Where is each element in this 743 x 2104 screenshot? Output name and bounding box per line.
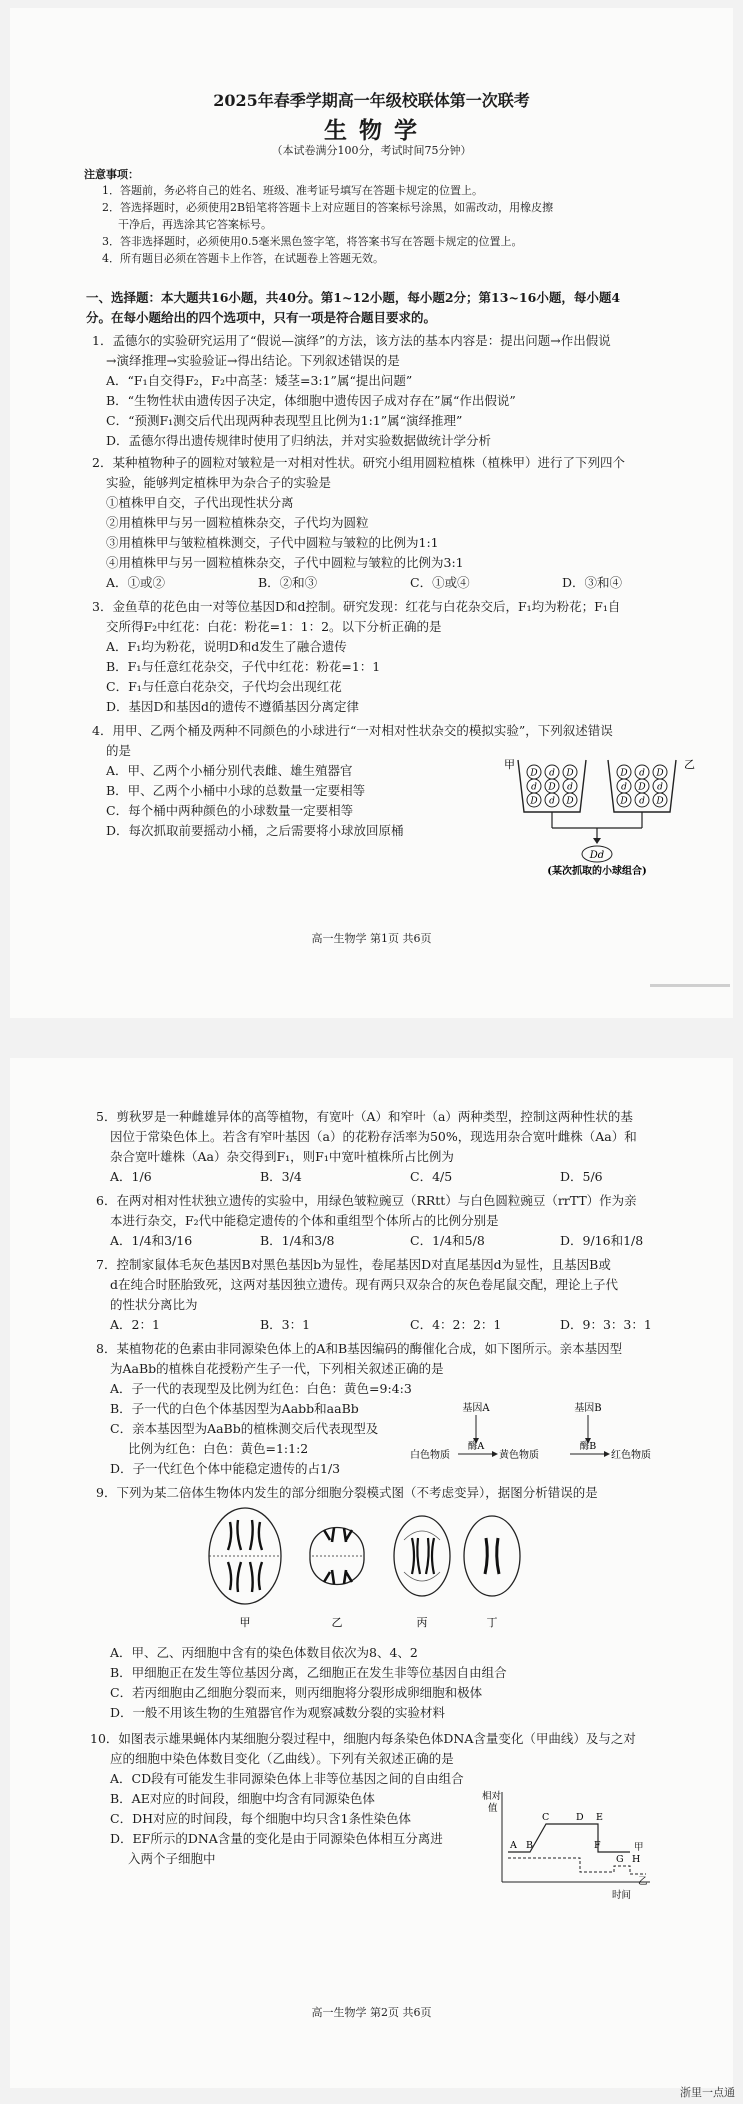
q5-option-a: A．1/6 xyxy=(110,1169,152,1184)
q6-option-d: D．9/16和1/8 xyxy=(560,1233,644,1248)
ball-label: D xyxy=(530,768,538,779)
curve-yi xyxy=(508,1858,646,1874)
q10-option-b: B．AE对应的时间段，细胞中均含有同源染色体 xyxy=(110,1791,375,1806)
cell-division-figure xyxy=(200,1504,530,1632)
page-1-footer: 高一生物学 第1页 共6页 xyxy=(311,932,432,945)
ball-label: d xyxy=(639,796,645,807)
bucket-yi-balls xyxy=(617,765,667,807)
page-2-footer: 高一生物学 第2页 共6页 xyxy=(311,2006,432,2019)
q8-option-b: B．子一代的白色个体基因型为Aabb和aaBb xyxy=(110,1401,359,1416)
q2-option-d: D．③和④ xyxy=(562,575,623,590)
q8-option-a: A．子一代的表现型及比例为红色：白色：黄色=9:4:3 xyxy=(110,1381,412,1396)
ball-label: d xyxy=(531,782,537,793)
q5-stem: 杂合宽叶雄株（Aa）杂交得到F₁，则F₁中宽叶植株所占比例为 xyxy=(110,1149,454,1164)
q5-stem: 因位于常染色体上。若含有窄叶基因（a）的花粉存活率为50%，现选用杂合宽叶雌株（Aa）和 xyxy=(110,1129,637,1144)
q7-stem: 的性状分离比为 xyxy=(110,1297,198,1312)
q4-option-a: A．甲、乙两个小桶分别代表雌、雄生殖器官 xyxy=(106,763,353,778)
notice-line: 4．所有题目必须在答题卡上作答，在试题卷上答题无效。 xyxy=(102,252,384,265)
cell-ding xyxy=(464,1516,520,1596)
point-c: C xyxy=(542,1812,550,1823)
notice-line: 3．答非选择题时，必须使用0.5毫米黑色签字笔，将答案书写在答题卡规定的位置上。 xyxy=(102,235,523,248)
q8-option-c: C．亲本基因型为AaBb的植株测交后代表现型及 xyxy=(110,1421,379,1436)
q7-option-d: D．9：3：3：1 xyxy=(560,1317,652,1332)
result-ball-label: Dd xyxy=(589,850,605,861)
bucket-yi-label: 乙 xyxy=(684,758,695,771)
cell-ding-label: 丁 xyxy=(486,1616,498,1629)
q2-item: ④用植株甲与另一圆粒植株杂交，子代中圆粒与皱粒的比例为3:1 xyxy=(106,555,464,570)
q2-item: ①植株甲自交，子代出现性状分离 xyxy=(106,495,294,510)
q3-stem: 交所得F₂中红花：白花：粉花=1：1：2。以下分析正确的是 xyxy=(106,619,442,634)
cell-bing xyxy=(394,1516,450,1596)
gene-a-label: 基因A xyxy=(462,1403,490,1414)
red-substance: 红色物质 xyxy=(611,1450,651,1461)
cell-yi xyxy=(310,1528,364,1585)
point-g: G xyxy=(616,1854,624,1865)
q8-option-c-cont: 比例为红色：白色：黄色=1:1:2 xyxy=(128,1441,309,1456)
q5-stem: 5．剪秋罗是一种雌雄异体的高等植物，有宽叶（A）和窄叶（a）两种类型，控制这两种性状的基 xyxy=(96,1109,633,1124)
q3-option-a: A．F₁均为粉花，说明D和d发生了融合遗传 xyxy=(106,639,347,654)
pigment-pathway-figure xyxy=(408,1398,698,1462)
q9-option-b: B．甲细胞正在发生等位基因分离，乙细胞正在发生非等位基因自由组合 xyxy=(110,1665,507,1680)
exam-title: 2025年春季学期高一年级校联体第一次联考 xyxy=(213,91,530,110)
enzyme-b-label: 酶B xyxy=(579,1441,597,1452)
figure-caption: (某次抓取的小球组合) xyxy=(547,866,647,877)
q4-stem: 4．用甲、乙两个桶及两种不同颜色的小球进行“一对相对性状杂交的模拟实验”，下列叙述错误 xyxy=(92,723,613,738)
bucket-jia-balls xyxy=(527,765,577,807)
q6-stem: 本进行杂交，F₂代中能稳定遗传的个体和重组型个体所占的比例分别是 xyxy=(110,1213,499,1228)
enzyme-a-label: 酶A xyxy=(467,1441,485,1452)
curve-yi-label: 乙 xyxy=(638,1876,648,1887)
q8-stem: 8．某植物花的色素由非同源染色体上的A和B基因编码的酶催化合成，如下图所示。亲本基因型 xyxy=(96,1341,623,1356)
q2-option-b: B．②和③ xyxy=(258,575,318,590)
scan-mark xyxy=(650,984,730,987)
cell-bing-label: 丙 xyxy=(416,1616,428,1629)
q1-stem: 1．孟德尔的实验研究运用了“假说—演绎”的方法，该方法的基本内容是：提出问题→作出假说 xyxy=(92,333,611,348)
exam-page-2 xyxy=(10,1058,733,2088)
q6-option-b: B．1/4和3/8 xyxy=(260,1233,335,1248)
ball-label: d xyxy=(639,768,645,779)
q6-option-a: A．1/4和3/16 xyxy=(110,1233,193,1248)
q3-option-c: C．F₁与任意白花杂交，子代均会出现红花 xyxy=(106,679,342,694)
q3-stem: 3．金鱼草的花色由一对等位基因D和d控制。研究发现：红花与白花杂交后，F₁均为粉花；F₁自 xyxy=(92,599,621,614)
notice-line: 2．答选择题时，必须使用2B铅笔将答题卡上对应题目的答案标号涂黑，如需改动，用橡皮擦 xyxy=(102,201,554,214)
q5-option-b: B．3/4 xyxy=(260,1169,302,1184)
exam-page-1 xyxy=(10,8,733,1018)
q6-option-c: C．1/4和5/8 xyxy=(410,1233,485,1248)
q9-stem: 9．下列为某二倍体生物体内发生的部分细胞分裂模式图（不考虑变异），据图分析错误的是 xyxy=(96,1485,598,1500)
exam-info: （本试卷满分100分，考试时间75分钟） xyxy=(271,144,472,157)
q10-stem: 10．如图表示雄果蝇体内某细胞分裂过程中，细胞内每条染色体DNA含量变化（甲曲线）及与之对 xyxy=(90,1731,636,1746)
ball-label: D xyxy=(638,782,646,793)
dna-curve-figure xyxy=(480,1788,655,1904)
ball-label: D xyxy=(656,796,664,807)
cell-yi-label: 乙 xyxy=(331,1616,343,1629)
x-axis-label: 时间 xyxy=(612,1890,632,1901)
q7-option-c: C．4：2：2：1 xyxy=(410,1317,502,1332)
q6-stem: 6．在两对相对性状独立遗传的实验中，用绿色皱粒豌豆（RRtt）与白色圆粒豌豆（rrTT）作为亲 xyxy=(96,1193,637,1208)
q2-item: ③用植株甲与皱粒植株测交，子代中圆粒与皱粒的比例为1:1 xyxy=(106,535,439,550)
ball-label: D xyxy=(566,796,574,807)
q1-option-c: C．“预测F₁测交后代出现两种表现型且比例为1:1”属“演绎推理” xyxy=(106,413,463,428)
q4-option-d: D．每次抓取前要摇动小桶，之后需要将小球放回原桶 xyxy=(106,823,404,838)
ball-label: d xyxy=(621,782,627,793)
reaction-arrowhead-1 xyxy=(492,1451,498,1457)
q7-stem: d在纯合时胚胎致死，这两对基因独立遗传。现有两只双杂合的灰色卷尾鼠交配，理论上子代 xyxy=(110,1277,619,1292)
q8-stem: 为AaBb的植株自花授粉产生子一代，下列相关叙述正确的是 xyxy=(110,1361,444,1376)
ball-label: D xyxy=(566,768,574,779)
ball-label: D xyxy=(656,768,664,779)
q2-option-c: C．①或④ xyxy=(410,575,470,590)
q4-option-b: B．甲、乙两个小桶中小球的总数量一定要相等 xyxy=(106,783,366,798)
bucket-jia-label: 甲 xyxy=(504,758,515,771)
q2-stem: 实验，能够判定植株甲为杂合子的实验是 xyxy=(106,475,332,490)
reaction-arrowhead-2 xyxy=(604,1451,610,1457)
q1-option-d: D．孟德尔得出遗传规律时使用了归纳法，并对实验数据做统计学分析 xyxy=(106,433,492,448)
arrow-head xyxy=(593,838,601,844)
notice-line: 1．答题前，务必将自己的姓名、班级、准考证号填写在答题卡规定的位置上。 xyxy=(102,184,483,197)
q4-stem: 的是 xyxy=(106,743,132,758)
watermark: 浙里一点通 xyxy=(680,2086,735,2099)
q1-option-a: A．“F₁自交得F₂，F₂中高茎：矮茎=3:1”属“提出问题” xyxy=(106,373,413,388)
ball-label: d xyxy=(657,782,663,793)
point-a: A xyxy=(510,1840,517,1851)
q10-option-d-cont: 入两个子细胞中 xyxy=(128,1851,216,1866)
section-heading: 一、选择题：本大题共16小题，共40分。第1~12小题，每小题2分；第13~16小题，每小题4 xyxy=(86,290,621,305)
q2-option-a: A．①或② xyxy=(106,575,166,590)
notice-title: 注意事项： xyxy=(84,168,139,181)
q10-option-c: C．DH对应的时间段，每个细胞中均只含1条性染色体 xyxy=(110,1811,411,1826)
ball-label: d xyxy=(549,768,555,779)
q9-option-d: D．一般不用该生物的生殖器官作为观察减数分裂的实验材料 xyxy=(110,1705,446,1720)
point-e: E xyxy=(596,1812,603,1823)
q10-stem: 应的细胞中染色体数目变化（乙曲线）。下列有关叙述正确的是 xyxy=(110,1751,454,1766)
point-d: D xyxy=(576,1812,584,1823)
ball-label: D xyxy=(620,796,628,807)
white-substance: 白色物质 xyxy=(410,1450,450,1461)
q1-option-b: B．“生物性状由遗传因子决定，体细胞中遗传因子成对存在”属“作出假说” xyxy=(106,393,516,408)
q7-option-a: A．2：1 xyxy=(110,1317,160,1332)
yellow-substance: 黄色物质 xyxy=(499,1450,539,1461)
section-heading: 分。在每小题给出的四个选项中，只有一项是符合题目要求的。 xyxy=(86,310,437,325)
ball-label: d xyxy=(549,796,555,807)
point-h: H xyxy=(632,1854,641,1865)
cell-jia xyxy=(209,1508,281,1604)
q7-option-b: B．3：1 xyxy=(260,1317,311,1332)
point-b: B xyxy=(526,1840,533,1851)
q3-option-b: B．F₁与任意红花杂交，子代中红花：粉花=1：1 xyxy=(106,659,381,674)
q3-option-d: D．基因D和基因d的遗传不遵循基因分离定律 xyxy=(106,699,360,714)
q2-stem: 2．某种植物种子的圆粒对皱粒是一对相对性状。研究小组用圆粒植株（植株甲）进行了下列四个 xyxy=(92,455,625,470)
gene-b-label: 基因B xyxy=(574,1403,602,1414)
bucket-simulation-figure xyxy=(500,746,700,880)
q5-option-c: C．4/5 xyxy=(410,1169,453,1184)
curve-jia-label: 甲 xyxy=(634,1842,644,1853)
q7-stem: 7．控制家鼠体毛灰色基因B对黑色基因b为显性，卷尾基因D对直尾基因d为显性，且基因B或 xyxy=(96,1257,611,1272)
y-axis-label-2: 值 xyxy=(488,1803,498,1814)
q10-option-d: D．EF所示的DNA含量的变化是由于同源染色体相互分离进 xyxy=(110,1831,443,1846)
notice-line: 干净后，再选涂其它答案标号。 xyxy=(118,218,272,231)
q8-option-d: D．子一代红色个体中能稳定遗传的占1/3 xyxy=(110,1461,341,1476)
ball-label: d xyxy=(567,782,573,793)
ball-label: D xyxy=(620,768,628,779)
q10-option-a: A．CD段有可能发生非同源染色体上非等位基因之间的自由组合 xyxy=(110,1771,464,1786)
q9-option-a: A．甲、乙、丙细胞中含有的染色体数目依次为8、4、2 xyxy=(110,1645,418,1660)
q4-option-c: C．每个桶中两种颜色的小球数量一定要相等 xyxy=(106,803,354,818)
q5-option-d: D．5/6 xyxy=(560,1169,603,1184)
q1-stem: →演绎推理→实验验证→得出结论。下列叙述错误的是 xyxy=(106,353,400,368)
ball-label: D xyxy=(530,796,538,807)
q9-option-c: C．若丙细胞由乙细胞分裂而来，则丙细胞将分裂形成卵细胞和极体 xyxy=(110,1685,483,1700)
point-f: F xyxy=(594,1840,601,1851)
y-axis-label: 相对 xyxy=(482,1791,502,1802)
ball-label: D xyxy=(548,782,556,793)
cell-jia-label: 甲 xyxy=(239,1616,251,1629)
q2-item: ②用植株甲与另一圆粒植株杂交，子代均为圆粒 xyxy=(106,515,369,530)
subject-title: 生 物 学 xyxy=(323,117,419,144)
